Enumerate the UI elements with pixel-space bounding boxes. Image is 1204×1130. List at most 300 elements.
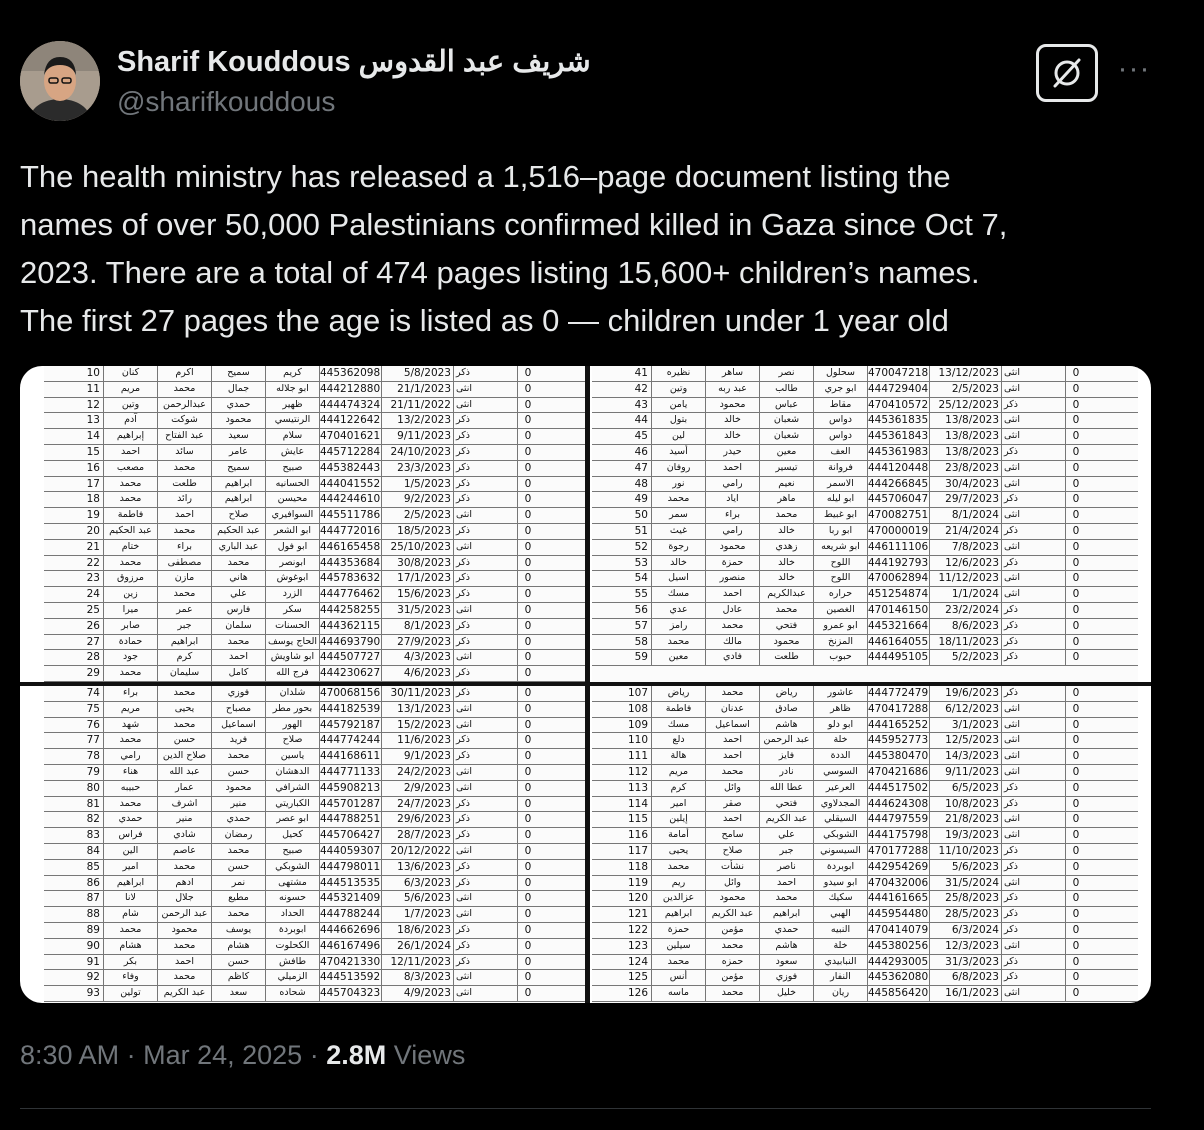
- cell-first-name: سمر: [652, 508, 706, 523]
- cell-date-of-birth: 24/10/2023: [382, 445, 454, 460]
- cell-id-number: 470401621: [320, 430, 381, 443]
- cell-row-number: 108: [592, 702, 652, 717]
- cell-grandfather-name: نادر: [760, 765, 814, 780]
- cell-row-number: 112: [592, 765, 652, 780]
- cell-father-name: اياد: [706, 492, 760, 507]
- cell-row-number: 122: [592, 923, 652, 938]
- cell-first-name: سيلين: [652, 939, 706, 954]
- cell-father-name: سليمان: [158, 666, 212, 681]
- grok-button[interactable]: [1036, 44, 1098, 102]
- cell-row-number: 41: [592, 366, 652, 381]
- cell-date-of-birth: 2/5/2023: [930, 382, 1002, 397]
- cell-date-of-birth: 29/7/2023: [930, 492, 1002, 507]
- cell-first-name: حمدي: [104, 812, 158, 827]
- cell-row-number: 44: [592, 413, 652, 428]
- cell-id-number: 444693790: [320, 635, 381, 648]
- cell-date-of-birth: 7/8/2023: [930, 540, 1002, 555]
- cell-age: 0: [1072, 781, 1080, 794]
- cell-first-name: محمد: [104, 923, 158, 938]
- cell-date-of-birth: 24/7/2023: [382, 797, 454, 812]
- cell-grandfather-name: فايز: [760, 749, 814, 764]
- cell-first-name: فاطمة: [104, 508, 158, 523]
- cell-family-name: الحسنات: [266, 619, 320, 634]
- cell-father-name: سائد: [158, 445, 212, 460]
- cell-father-name: خالد: [706, 413, 760, 428]
- table-row: [592, 907, 1138, 923]
- cell-sex: انثى: [1002, 461, 1066, 476]
- avatar[interactable]: [20, 41, 100, 121]
- cell-date-of-birth: 23/2/2024: [930, 603, 1002, 618]
- cell-row-number: 78: [44, 749, 104, 764]
- table-row: [44, 603, 590, 619]
- tweet-media-image[interactable]: [20, 366, 1151, 1003]
- cell-grandfather-name: محمد: [212, 635, 266, 650]
- cell-date-of-birth: 21/1/2023: [382, 382, 454, 397]
- cell-age: 0: [1072, 445, 1080, 458]
- table-row: [592, 635, 1138, 651]
- cell-family-name: الرنتيسي: [266, 413, 320, 428]
- cell-father-name: منير: [158, 812, 212, 827]
- cell-age: 0: [1072, 876, 1080, 889]
- cell-father-name: محمود: [158, 923, 212, 938]
- cell-sex: ذكر: [454, 477, 518, 492]
- table-row: [44, 413, 590, 429]
- cell-father-name: حسن: [158, 733, 212, 748]
- cell-row-number: 84: [44, 844, 104, 859]
- cell-first-name: لين: [652, 429, 706, 444]
- cell-age: 0: [1072, 635, 1080, 648]
- table-row: [44, 797, 590, 813]
- document-page-top-right: [592, 366, 1138, 682]
- cell-father-name: نشأت: [706, 860, 760, 875]
- cell-date-of-birth: 9/11/2023: [930, 765, 1002, 780]
- cell-family-name: ابو ليله: [814, 492, 868, 507]
- cell-row-number: 118: [592, 860, 652, 875]
- cell-date-of-birth: 21/11/2022: [382, 398, 454, 413]
- table-row: [44, 970, 590, 986]
- cell-sex: ذكر: [454, 571, 518, 586]
- cell-first-name: غيث: [652, 524, 706, 539]
- cell-id-number: 470146150: [868, 603, 929, 616]
- cell-family-name: حسونه: [266, 891, 320, 906]
- cell-father-name: فادي: [706, 650, 760, 665]
- cell-date-of-birth: 18/6/2023: [382, 923, 454, 938]
- document-page-bottom-left: [44, 686, 590, 1003]
- cell-family-name: ابو شاويش: [266, 650, 320, 665]
- cell-age: 0: [524, 382, 532, 395]
- cell-id-number: 445701287: [320, 797, 381, 810]
- cell-father-name: اسماعيل: [706, 718, 760, 733]
- cell-date-of-birth: 31/3/2023: [930, 955, 1002, 970]
- cell-grandfather-name: عبد الرحمن: [760, 733, 814, 748]
- cell-date-of-birth: 5/2/2023: [930, 650, 1002, 665]
- cell-grandfather-name: رمضان: [212, 828, 266, 843]
- cell-age: 0: [1072, 844, 1080, 857]
- cell-grandfather-name: فارس: [212, 603, 266, 618]
- cell-sex: انثى: [1002, 366, 1066, 381]
- cell-age: 0: [1072, 750, 1080, 763]
- cell-family-name: سلام: [266, 429, 320, 444]
- cell-grandfather-name: سميح: [212, 461, 266, 476]
- cell-age: 0: [524, 844, 532, 857]
- cell-first-name: صابر: [104, 619, 158, 634]
- cell-grandfather-name: كامل: [212, 666, 266, 681]
- cell-first-name: شهد: [104, 718, 158, 733]
- cell-age: 0: [524, 734, 532, 747]
- cell-row-number: 15: [44, 445, 104, 460]
- cell-father-name: احمد: [706, 461, 760, 476]
- table-row: [44, 844, 590, 860]
- cell-age: 0: [524, 414, 532, 427]
- cell-grandfather-name: معين: [760, 445, 814, 460]
- cell-date-of-birth: 6/5/2023: [930, 781, 1002, 796]
- cell-family-name: الكباريتي: [266, 797, 320, 812]
- user-handle[interactable]: @sharifkouddous: [117, 86, 336, 117]
- cell-id-number: 444258255: [320, 603, 381, 616]
- table-row: [592, 413, 1138, 429]
- cell-father-name: محمد: [706, 686, 760, 701]
- cell-date-of-birth: 29/6/2023: [382, 812, 454, 827]
- cell-first-name: جود: [104, 650, 158, 665]
- cell-date-of-birth: 9/1/2023: [382, 749, 454, 764]
- cell-sex: ذكر: [454, 587, 518, 602]
- cell-grandfather-name: نعيم: [760, 477, 814, 492]
- avatar-photo: [20, 41, 100, 121]
- cell-first-name: رياض: [652, 686, 706, 701]
- cell-id-number: 470062894: [868, 572, 929, 585]
- cell-row-number: 10: [44, 366, 104, 381]
- table-row: [44, 619, 590, 635]
- cell-family-name: فرج الله: [266, 666, 320, 681]
- cell-row-number: 111: [592, 749, 652, 764]
- cell-grandfather-name: هاشم: [760, 939, 814, 954]
- cell-father-name: محمد: [158, 524, 212, 539]
- cell-id-number: 444774244: [320, 734, 381, 747]
- cell-id-number: 445362098: [320, 367, 381, 379]
- cell-father-name: محمود: [706, 540, 760, 555]
- cell-family-name: السوافيري: [266, 508, 320, 523]
- cell-grandfather-name: اسماعيل: [212, 718, 266, 733]
- cell-row-number: 123: [592, 939, 652, 954]
- cell-father-name: مصطفى: [158, 556, 212, 571]
- cell-age: 0: [1072, 971, 1080, 984]
- cell-first-name: مسك: [652, 587, 706, 602]
- cell-grandfather-name: نمر: [212, 876, 266, 891]
- cell-grandfather-name: كاظم: [212, 970, 266, 985]
- cell-father-name: مؤمن: [706, 923, 760, 938]
- tweet-time[interactable]: 8:30 AM: [20, 1040, 120, 1070]
- cell-date-of-birth: 6/3/2024: [930, 923, 1002, 938]
- cell-age: 0: [524, 892, 532, 905]
- cell-father-name: رامي: [706, 524, 760, 539]
- cell-family-name: ابونصر: [266, 556, 320, 571]
- cell-id-number: 444192793: [868, 556, 929, 569]
- cell-father-name: حمزة: [706, 556, 760, 571]
- cell-age: 0: [1072, 987, 1080, 1000]
- cell-grandfather-name: ماهر: [760, 492, 814, 507]
- table-row: [44, 571, 590, 587]
- cell-grandfather-name: ابراهيم: [212, 492, 266, 507]
- cell-date-of-birth: 5/8/2023: [382, 366, 454, 381]
- cell-date-of-birth: 25/10/2023: [382, 540, 454, 555]
- cell-date-of-birth: 3/1/2023: [930, 718, 1002, 733]
- cell-sex: ذكر: [1002, 860, 1066, 875]
- cell-grandfather-name: علي: [760, 828, 814, 843]
- cell-first-name: محمد: [104, 797, 158, 812]
- cell-age: 0: [1072, 461, 1080, 474]
- cell-first-name: مسك: [652, 718, 706, 733]
- cell-age: 0: [1072, 734, 1080, 747]
- cell-father-name: عبد الكريم: [706, 907, 760, 922]
- cell-sex: انثى: [1002, 702, 1066, 717]
- cell-first-name: كرم: [652, 781, 706, 796]
- cell-father-name: مؤمن: [706, 970, 760, 985]
- cell-father-name: عاصم: [158, 844, 212, 859]
- cell-id-number: 444624308: [868, 797, 929, 810]
- cell-row-number: 42: [592, 382, 652, 397]
- cell-id-number: 444122642: [320, 414, 381, 427]
- cell-father-name: جبر: [158, 619, 212, 634]
- cell-family-name: طافش: [266, 955, 320, 970]
- tweet-text: [20, 153, 1180, 345]
- cell-age: 0: [524, 461, 532, 474]
- cell-age: 0: [524, 430, 532, 443]
- cell-sex: ذكر: [1002, 398, 1066, 413]
- cell-age: 0: [524, 750, 532, 763]
- cell-first-name: دلع: [652, 733, 706, 748]
- cell-date-of-birth: 4/9/2023: [382, 986, 454, 1001]
- cell-row-number: 76: [44, 718, 104, 733]
- cell-age: 0: [524, 687, 532, 699]
- cell-family-name: فروانة: [814, 461, 868, 476]
- cell-first-name: يحيى: [652, 844, 706, 859]
- cell-first-name: أسيد: [652, 445, 706, 460]
- cell-date-of-birth: 13/8/2023: [930, 445, 1002, 460]
- table-row: [44, 876, 590, 892]
- cell-id-number: 444797559: [868, 813, 929, 826]
- cell-father-name: محمد: [158, 382, 212, 397]
- cell-sex: انثى: [454, 844, 518, 859]
- cell-sex: انثى: [1002, 876, 1066, 891]
- cell-date-of-birth: 12/3/2023: [930, 939, 1002, 954]
- table-row: [44, 860, 590, 876]
- cell-first-name: محمد: [104, 492, 158, 507]
- cell-grandfather-name: يوسف: [212, 923, 266, 938]
- cell-row-number: 23: [44, 571, 104, 586]
- table-row: [44, 702, 590, 718]
- cell-sex: ذكر: [454, 876, 518, 891]
- cell-grandfather-name: محمد: [760, 891, 814, 906]
- table-row: [592, 686, 1138, 702]
- cell-first-name: امير: [104, 860, 158, 875]
- cell-age: 0: [524, 718, 532, 731]
- cell-family-name: ابو عمرو: [814, 619, 868, 634]
- cell-id-number: 444182539: [320, 702, 381, 715]
- cell-date-of-birth: 13/6/2023: [382, 860, 454, 875]
- table-row: [44, 812, 590, 828]
- cell-id-number: 445856420: [868, 987, 929, 1000]
- cell-family-name: حبوب: [814, 650, 868, 665]
- tweet-text-line: 2023. There are a total of 474 pages listing 15,600+ children’s names.: [20, 255, 980, 290]
- cell-id-number: 445362080: [868, 971, 929, 984]
- cell-grandfather-name: ابراهيم: [212, 477, 266, 492]
- cell-row-number: 107: [592, 686, 652, 701]
- cell-sex: ذكر: [1002, 556, 1066, 571]
- cell-family-name: مشتهى: [266, 876, 320, 891]
- cell-first-name: فراس: [104, 828, 158, 843]
- cell-id-number: 470068156: [320, 687, 381, 699]
- cell-sex: انثى: [454, 540, 518, 555]
- cell-father-name: عدنان: [706, 702, 760, 717]
- cell-family-name: الهبي: [814, 907, 868, 922]
- table-row: [592, 540, 1138, 556]
- cell-row-number: 55: [592, 587, 652, 602]
- cell-father-name: احمد: [158, 955, 212, 970]
- table-row: [592, 603, 1138, 619]
- cell-sex: ذكر: [454, 828, 518, 843]
- cell-sex: ذكر: [454, 619, 518, 634]
- tweet-meta: [20, 1040, 465, 1071]
- table-row: [592, 986, 1138, 1002]
- cell-first-name: رامز: [652, 619, 706, 634]
- table-row: [44, 733, 590, 749]
- cell-id-number: 445382443: [320, 461, 381, 474]
- cell-family-name: الاسمر: [814, 477, 868, 492]
- cell-row-number: 12: [44, 398, 104, 413]
- cell-family-name: ظهير: [266, 398, 320, 413]
- cell-grandfather-name: محمود: [212, 781, 266, 796]
- cell-first-name: عبد الحكيم: [104, 524, 158, 539]
- cell-id-number: 444729404: [868, 382, 929, 395]
- cell-row-number: 18: [44, 492, 104, 507]
- cell-family-name: الحسانيه: [266, 477, 320, 492]
- cell-row-number: 17: [44, 477, 104, 492]
- cell-sex: ذكر: [1002, 445, 1066, 460]
- cell-sex: انثى: [454, 765, 518, 780]
- cell-father-name: شادي: [158, 828, 212, 843]
- cell-sex: انثى: [454, 650, 518, 665]
- cell-date-of-birth: 1/1/2024: [930, 587, 1002, 602]
- table-row: [44, 492, 590, 508]
- table-row: [592, 797, 1138, 813]
- cell-id-number: 446167496: [320, 939, 381, 952]
- cell-family-name: السوسي: [814, 765, 868, 780]
- cell-date-of-birth: 24/2/2023: [382, 765, 454, 780]
- table-row: [44, 828, 590, 844]
- cell-first-name: أمامة: [652, 828, 706, 843]
- more-icon[interactable]: ···: [1117, 52, 1151, 85]
- cell-age: 0: [524, 797, 532, 810]
- cell-sex: ذكر: [454, 923, 518, 938]
- cell-id-number: 444513592: [320, 971, 381, 984]
- table-row: [44, 765, 590, 781]
- cell-father-name: احمد: [706, 587, 760, 602]
- cell-sex: ذكر: [454, 955, 518, 970]
- cell-date-of-birth: 23/3/2023: [382, 461, 454, 476]
- cell-sex: ذكر: [454, 366, 518, 381]
- cell-grandfather-name: سعود: [760, 955, 814, 970]
- cell-id-number: 445792187: [320, 718, 381, 731]
- cell-family-name: محيسن: [266, 492, 320, 507]
- cell-sex: ذكر: [454, 413, 518, 428]
- cell-father-name: عبد الفتاح: [158, 429, 212, 444]
- cell-father-name: محمد: [158, 686, 212, 701]
- cell-sex: انثى: [454, 891, 518, 906]
- cell-family-name: النبابيدي: [814, 955, 868, 970]
- cell-family-name: ابوغوش: [266, 571, 320, 586]
- table-row: [592, 571, 1138, 587]
- cell-grandfather-name: محمد: [212, 907, 266, 922]
- cell-row-number: 77: [44, 733, 104, 748]
- cell-row-number: 114: [592, 797, 652, 812]
- cell-grandfather-name: محمد: [212, 844, 266, 859]
- cell-sex: ذكر: [454, 429, 518, 444]
- cell-age: 0: [524, 955, 532, 968]
- cell-row-number: 75: [44, 702, 104, 717]
- cell-family-name: ابو ربا: [814, 524, 868, 539]
- cell-age: 0: [1072, 524, 1080, 537]
- cell-row-number: 56: [592, 603, 652, 618]
- cell-id-number: 444165252: [868, 718, 929, 731]
- cell-age: 0: [1072, 603, 1080, 616]
- cell-family-name: دواس: [814, 429, 868, 444]
- cell-age: 0: [1072, 619, 1080, 632]
- cell-first-name: يامن: [652, 398, 706, 413]
- cell-sex: ذكر: [1002, 619, 1066, 634]
- cell-id-number: 446164055: [868, 635, 929, 648]
- cell-father-name: عمر: [158, 603, 212, 618]
- cell-father-name: احمد: [706, 749, 760, 764]
- cell-father-name: طلعت: [158, 477, 212, 492]
- cell-family-name: الكحلوت: [266, 939, 320, 954]
- cell-father-name: كرم: [158, 650, 212, 665]
- cell-age: 0: [524, 635, 532, 648]
- cell-row-number: 116: [592, 828, 652, 843]
- cell-row-number: 120: [592, 891, 652, 906]
- cell-date-of-birth: 12/6/2023: [930, 556, 1002, 571]
- cell-first-name: احمد: [104, 445, 158, 460]
- display-name[interactable]: Sharif Kouddous شريف عبد القدوس: [117, 46, 591, 78]
- cell-father-name: ساهر: [706, 366, 760, 381]
- cell-sex: ذكر: [1002, 970, 1066, 985]
- cell-id-number: 444788251: [320, 813, 381, 826]
- cell-sex: انثى: [1002, 733, 1066, 748]
- cell-first-name: مريم: [652, 765, 706, 780]
- cell-age: 0: [524, 702, 532, 715]
- cell-row-number: 82: [44, 812, 104, 827]
- cell-date-of-birth: 13/8/2023: [930, 429, 1002, 444]
- table-row: [44, 556, 590, 572]
- table-row: [44, 891, 590, 907]
- cell-family-name: اللوح: [814, 556, 868, 571]
- cell-first-name: زين: [104, 587, 158, 602]
- table-row: [592, 587, 1138, 603]
- cell-sex: ذكر: [454, 686, 518, 701]
- cell-date-of-birth: 18/11/2023: [930, 635, 1002, 650]
- cell-id-number: 444513535: [320, 876, 381, 889]
- tweet-date[interactable]: Mar 24, 2025: [143, 1040, 303, 1070]
- cell-family-name: شحاده: [266, 986, 320, 1001]
- meta-separator: ·: [126, 1040, 136, 1070]
- cell-age: 0: [1072, 572, 1080, 585]
- cell-id-number: 446111106: [868, 540, 929, 553]
- cell-sex: انثى: [1002, 749, 1066, 764]
- cell-id-number: 445712284: [320, 445, 381, 458]
- cell-family-name: الحاج يوسف: [266, 635, 320, 650]
- cell-family-name: سحلول: [814, 366, 868, 381]
- cell-father-name: منصور: [706, 571, 760, 586]
- cell-date-of-birth: 31/5/2024: [930, 876, 1002, 891]
